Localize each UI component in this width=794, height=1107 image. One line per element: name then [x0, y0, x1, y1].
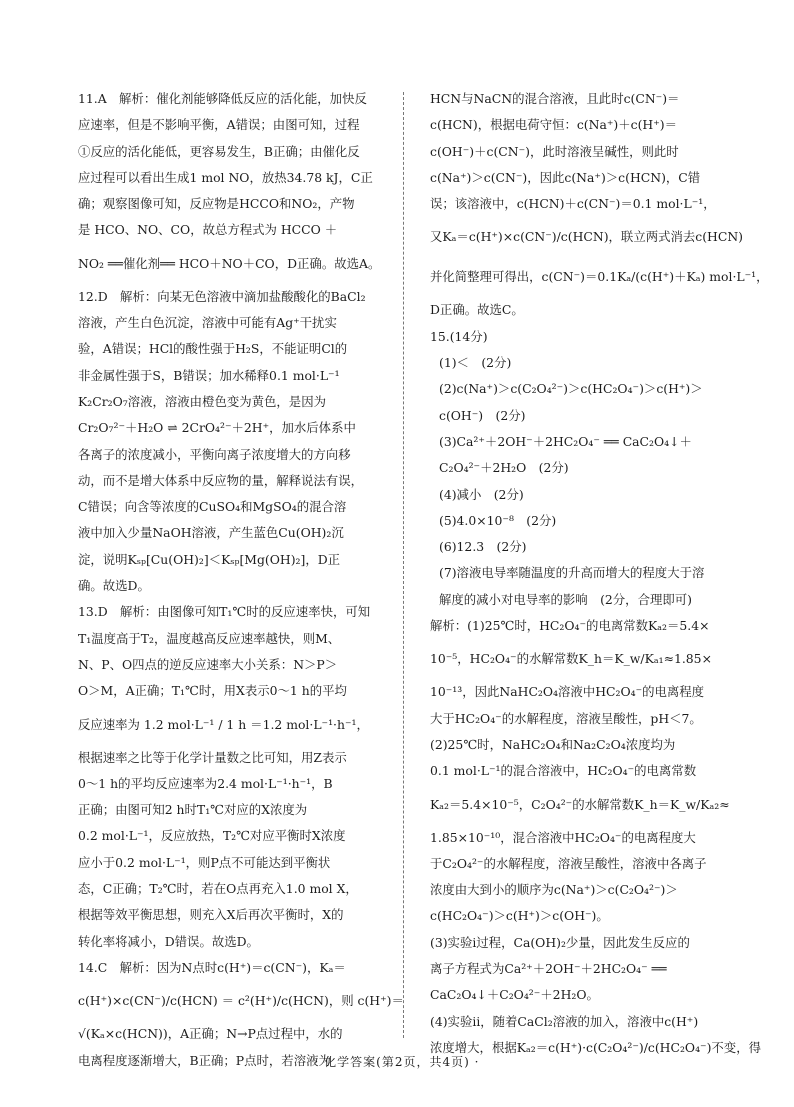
text-line: 动，而不是增大体系中反应物的量，解释说法有误， [78, 472, 363, 488]
text-line: c(OH⁻)＋c(CN⁻)，此时溶液呈碱性，则此时 [430, 143, 679, 159]
text-line: 误；该溶液中，c(HCN)＋c(CN⁻)＝0.1 mol·L⁻¹， [430, 196, 716, 212]
text-line: 解析：(1)25℃时，HC₂O₄⁻的电离常数Kₐ₂＝5.4× [430, 618, 710, 634]
text-line: N、P、O四点的逆反应速率大小关系：N＞P＞ [78, 656, 338, 672]
text-line: D正确。故选C。 [430, 302, 524, 318]
text-line: 离子方程式为Ca²⁺＋2OH⁻＋2HC₂O₄⁻ ══ [430, 961, 667, 977]
column-divider [403, 92, 404, 1038]
text-line: 11.A 解析：催化剂能够降低反应的活化能，加快反 [78, 91, 367, 106]
text-line: (2)25℃时，NaHC₂O₄和Na₂C₂O₄浓度均为 [430, 736, 676, 752]
text-line: Cr₂O₇²⁻＋H₂O ⇌ 2CrO₄²⁻＋2H⁺，加水后体系中 [78, 420, 356, 436]
text-line: (1)＜ (2分) [439, 355, 512, 371]
text-line: 液中加入少量NaOH溶液，产生蓝色Cu(OH)₂沉 [78, 525, 344, 541]
text-line: 根据等效平衡思想，则充入X后再次平衡时，X的 [78, 907, 344, 923]
text-line: 又Kₐ＝c(H⁺)×c(CN⁻)/c(HCN)，联立两式消去c(HCN) [430, 229, 744, 245]
text-line: √(Kₐ×c(HCN))，A正确；N→P点过程中，水的 [78, 1026, 343, 1042]
text-line: 15.(14分) [430, 328, 488, 344]
text-line: c(H⁺)×c(CN⁻)/c(HCN) ＝ c²(H⁺)/c(HCN)，则 c(H⁺)＝ [78, 993, 404, 1009]
text-line: 12.D 解析：向某无色溶液中滴加盐酸酸化的BaCl₂ [78, 288, 366, 304]
text-line: NO₂ ══催化剂══ HCO＋NO＋CO，D正确。故选A。 [78, 255, 381, 271]
text-line: 于C₂O₄²⁻的水解程度，溶液呈酸性，溶液中各离子 [430, 855, 707, 871]
text-line: ①反应的活化能低，更容易发生，B正确；由催化反 [78, 143, 360, 159]
text-line: 解度的减小对电导率的影响 (2分，合理即可) [439, 591, 692, 607]
text-line: 电离程度逐渐增大，B正确；P点时，若溶液为 [78, 1052, 331, 1068]
text-line: 应速率，但是不影响平衡，A错误；由图可知，过程 [78, 117, 360, 133]
text-line: 13.D 解析：由图像可知T₁℃时的反应速率快，可知 [78, 604, 371, 620]
text-line: 0～1 h的平均反应速率为2.4 mol·L⁻¹·h⁻¹，B [78, 775, 333, 791]
text-line: (5)4.0×10⁻⁸ (2分) [439, 512, 557, 528]
text-line: 溶液，产生白色沉淀，溶液中可能有Ag⁺干扰实 [78, 315, 337, 331]
text-line: O＞M，A正确；T₁℃时，用X表示0～1 h的平均 [78, 683, 347, 699]
text-line: 正确；由图可知2 h时T₁℃对应的X浓度为 [78, 802, 308, 818]
text-line: HCN与NaCN的混合溶液，且此时c(CN⁻)＝ [430, 91, 680, 106]
text-line: 0.2 mol·L⁻¹，反应放热，T₂℃对应平衡时X浓度 [78, 828, 346, 844]
text-line: 转化率将减小，D错误。故选D。 [78, 933, 259, 949]
text-line: c(OH⁻) (2分) [439, 407, 526, 423]
text-line: (4)实验ⅱ，随着CaCl₂溶液的加入，溶液中c(H⁺) [430, 1013, 699, 1029]
text-line: (3)实验ⅰ过程，Ca(OH)₂少量，因此发生反应的 [430, 934, 690, 950]
text-line: Kₐ₂＝5.4×10⁻⁵，C₂O₄²⁻的水解常数K_h＝K_w/Kₐ₂≈ [430, 796, 730, 812]
text-line: (3)Ca²⁺＋2OH⁻＋2HC₂O₄⁻ ══ CaC₂O₄↓＋ [439, 433, 692, 449]
text-line: 浓度由大到小的顺序为c(Na⁺)＞c(C₂O₄²⁻)＞ [430, 882, 678, 898]
text-line: 确；观察图像可知，反应物是HCCO和NO₂，产物 [78, 196, 355, 212]
text-line: 验，A错误；HCl的酸性强于H₂S，不能证明Cl的 [78, 341, 348, 357]
text-line: c(HCN)，根据电荷守恒：c(Na⁺)＋c(H⁺)＝ [430, 117, 677, 133]
text-line: 各离子的浓度减小，平衡向离子浓度增大的方向移 [78, 446, 351, 462]
text-line: K₂Cr₂O₇溶液，溶液由橙色变为黄色，是因为 [78, 393, 326, 409]
text-line: T₁温度高于T₂，温度越高反应速率越快，则M、 [78, 630, 341, 646]
text-line: 1.85×10⁻¹⁰，混合溶液中HC₂O₄⁻的电离程度大 [430, 829, 696, 845]
text-line: 14.C 解析：因为N点时c(H⁺)＝c(CN⁻)，Kₐ＝ [78, 959, 346, 975]
text-line: CaC₂O₄↓＋C₂O₄²⁻＋2H₂O。 [430, 987, 599, 1003]
text-line: 非金属性强于S，B错误；加水稀释0.1 mol·L⁻¹ [78, 367, 340, 383]
text-line: 浓度增大，根据Kₐ₂＝c(H⁺)·c(C₂O₄²⁻)/c(HC₂O₄⁻)不变，得 [430, 1039, 761, 1055]
text-line: 应小于0.2 mol·L⁻¹，则P点不可能达到平衡状 [78, 854, 331, 870]
text-line: 态，C正确；T₂℃时，若在O点再充入1.0 mol X， [78, 881, 358, 897]
text-line: 应过程可以看出生成1 mol NO，放热34.78 kJ，C正 [78, 169, 373, 185]
right-column [430, 86, 769, 1061]
text-line: (4)减小 (2分) [439, 486, 524, 502]
text-line: 根据速率之比等于化学计量数之比可知，用Z表示 [78, 749, 347, 765]
text-line: c(Na⁺)＞c(CN⁻)，因此c(Na⁺)＞c(HCN)，C错 [430, 169, 701, 185]
text-line: 并化简整理可得出，c(CN⁻)＝0.1Kₐ/(c(H⁺)＋Kₐ) mol·L⁻¹， [430, 269, 769, 285]
page-footer: · 化学答案(第2页，共4页) · [314, 1055, 480, 1069]
text-line: 反应速率为 1.2 mol·L⁻¹ / 1 h ＝1.2 mol·L⁻¹·h⁻¹， [78, 716, 369, 732]
text-line: (7)溶液电导率随温度的升高而增大的程度大于溶 [439, 565, 705, 581]
text-line: C₂O₄²⁻＋2H₂O (2分) [439, 460, 569, 476]
text-line: 10⁻¹³，因此NaHC₂O₄溶液中HC₂O₄⁻的电离程度 [430, 684, 705, 700]
text-line: 确。故选D。 [78, 578, 150, 594]
text-line: (6)12.3 (2分) [439, 539, 527, 555]
text-line: (2)c(Na⁺)＞c(C₂O₄²⁻)＞c(HC₂O₄⁻)＞c(H⁺)＞ [439, 381, 703, 397]
text-line: 10⁻⁵，HC₂O₄⁻的水解常数K_h＝K_w/Kₐ₁≈1.85× [430, 651, 712, 667]
text-line: 0.1 mol·L⁻¹的混合溶液中，HC₂O₄⁻的电离常数 [430, 763, 697, 779]
text-line: 是 HCO、NO、CO，故总方程式为 HCCO ＋ [78, 222, 338, 238]
text-line: 淀，说明Kₛₚ[Cu(OH)₂]＜Kₛₚ[Mg(OH)₂]，D正 [78, 551, 341, 567]
text-line: c(HC₂O₄⁻)＞c(H⁺)＞c(OH⁻)。 [430, 908, 609, 924]
text-line: C错误；向含等浓度的CuSO₄和MgSO₄的混合溶 [78, 499, 347, 515]
text-line: 大于HC₂O₄⁻的水解程度，溶液呈酸性，pH＜7。 [430, 710, 702, 726]
